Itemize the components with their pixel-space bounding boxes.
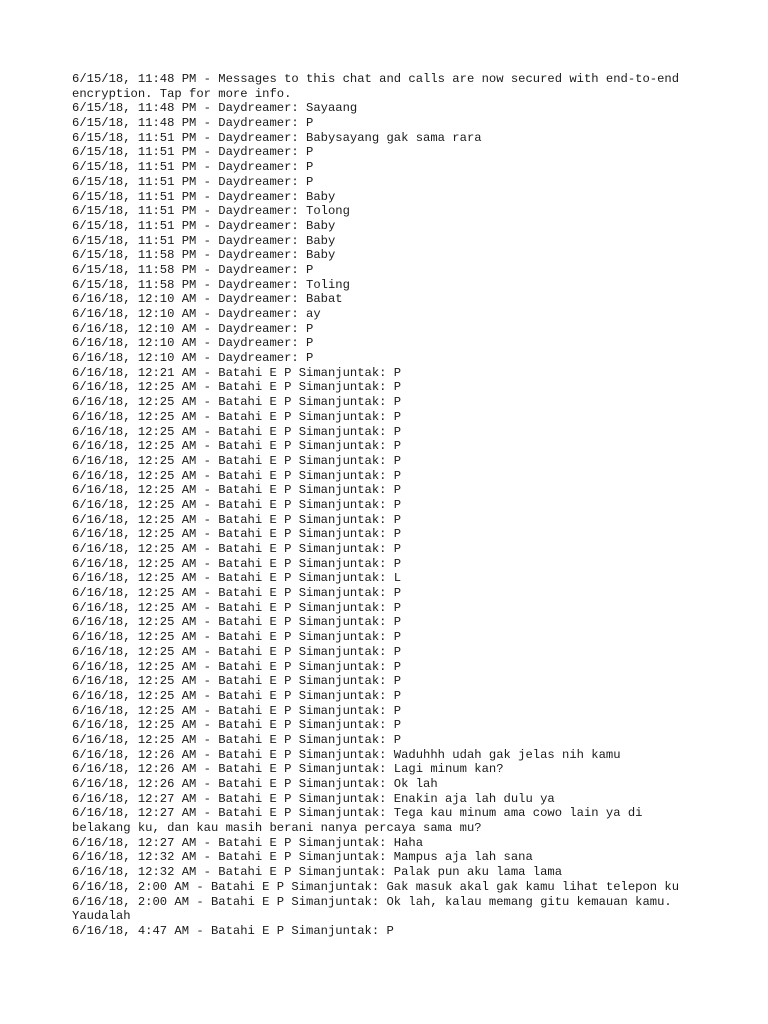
chat-log-line: 6/16/18, 12:25 AM - Batahi E P Simanjuntak: P xyxy=(72,674,402,689)
chat-log-line: 6/16/18, 12:25 AM - Batahi E P Simanjuntak: P xyxy=(72,718,402,733)
chat-log-line: 6/16/18, 12:25 AM - Batahi E P Simanjuntak: P xyxy=(72,483,402,498)
chat-log-line: 6/16/18, 12:26 AM - Batahi E P Simanjuntak: Waduhhh udah gak jelas nih kamu xyxy=(72,747,621,762)
chat-log-line: 6/15/18, 11:51 PM - Daydreamer: P xyxy=(72,145,314,160)
chat-log-line: 6/16/18, 12:25 AM - Batahi E P Simanjuntak: P xyxy=(72,380,402,395)
chat-log-line: 6/16/18, 12:25 AM - Batahi E P Simanjuntak: P xyxy=(72,542,402,556)
chat-log-line: 6/16/18, 12:26 AM - Batahi E P Simanjuntak: Ok lah xyxy=(72,777,438,791)
chat-log-line: 6/16/18, 12:25 AM - Batahi E P Simanjuntak: P xyxy=(72,615,402,630)
chat-log-line: 6/16/18, 12:25 AM - Batahi E P Simanjuntak: P xyxy=(72,424,402,439)
chat-log-line: 6/16/18, 12:10 AM - Daydreamer: Babat xyxy=(72,292,343,307)
chat-log-line: 6/16/18, 12:25 AM - Batahi E P Simanjuntak: P xyxy=(72,644,402,659)
chat-log-line: 6/16/18, 12:10 AM - Daydreamer: P xyxy=(72,336,314,351)
chat-log-line: 6/15/18, 11:51 PM - Daydreamer: Babysayang gak sama rara xyxy=(72,130,482,145)
chat-log-line: 6/15/18, 11:48 PM - Daydreamer: Sayaang xyxy=(72,101,358,116)
chat-log-line: 6/16/18, 12:25 AM - Batahi E P Simanjuntak: L xyxy=(72,571,402,586)
chat-log-line: 6/15/18, 11:51 PM - Daydreamer: Baby xyxy=(72,218,336,233)
chat-log-line: 6/16/18, 12:25 AM - Batahi E P Simanjuntak: P xyxy=(72,527,402,542)
chat-log-line: Yaudalah xyxy=(72,909,131,924)
chat-log-line: 6/15/18, 11:48 PM - Messages to this chat and calls are now secured with end-to-end xyxy=(72,72,680,86)
chat-log-line: 6/16/18, 12:25 AM - Batahi E P Simanjuntak: P xyxy=(72,688,402,703)
chat-log-line: 6/16/18, 12:25 AM - Batahi E P Simanjuntak: P xyxy=(72,439,402,454)
chat-log-line: 6/16/18, 12:25 AM - Batahi E P Simanjuntak: P xyxy=(72,659,402,674)
chat-log-line: 6/16/18, 12:27 AM - Batahi E P Simanjuntak: Enakin aja lah dulu ya xyxy=(72,791,555,806)
chat-log-line: 6/16/18, 12:10 AM - Daydreamer: P xyxy=(72,351,314,366)
chat-log-line: 6/16/18, 12:25 AM - Batahi E P Simanjuntak: P xyxy=(72,556,402,571)
chat-log-line: 6/16/18, 12:27 AM - Batahi E P Simanjuntak: Haha xyxy=(72,835,424,850)
chat-log-line: 6/16/18, 12:32 AM - Batahi E P Simanjuntak: Mampus aja lah sana xyxy=(72,850,533,865)
chat-log-line: encryption. Tap for more info. xyxy=(72,86,292,101)
chat-log-line: 6/16/18, 2:00 AM - Batahi E P Simanjuntak: Gak masuk akal gak kamu lihat telepon ku xyxy=(72,879,680,894)
chat-log-line: 6/16/18, 12:27 AM - Batahi E P Simanjuntak: Tega kau minum ama cowo lain ya di xyxy=(72,806,643,821)
chat-log-line: 6/16/18, 12:25 AM - Batahi E P Simanjuntak: P xyxy=(72,409,402,424)
chat-log-line: 6/16/18, 12:25 AM - Batahi E P Simanjuntak: P xyxy=(72,630,402,645)
chat-log-line: 6/16/18, 12:21 AM - Batahi E P Simanjuntak: P xyxy=(72,365,402,380)
chat-log-line: belakang ku, dan kau masih berani nanya percaya sama mu? xyxy=(72,821,482,836)
chat-log-line: 6/16/18, 12:10 AM - Daydreamer: P xyxy=(72,321,314,336)
chat-log-line: 6/16/18, 12:10 AM - Daydreamer: ay xyxy=(72,307,321,321)
chat-log-line: 6/16/18, 12:25 AM - Batahi E P Simanjuntak: P xyxy=(72,453,402,468)
chat-log-line: 6/15/18, 11:51 PM - Daydreamer: Tolong xyxy=(72,204,350,219)
chat-log-line: 6/16/18, 12:25 AM - Batahi E P Simanjuntak: P xyxy=(72,468,402,483)
chat-log-line: 6/15/18, 11:51 PM - Daydreamer: Baby xyxy=(72,233,336,248)
chat-log-line: 6/15/18, 11:58 PM - Daydreamer: Baby xyxy=(72,248,336,263)
chat-log-line: 6/16/18, 12:25 AM - Batahi E P Simanjuntak: P xyxy=(72,732,402,747)
chat-log-line: 6/15/18, 11:58 PM - Daydreamer: Toling xyxy=(72,277,350,292)
chat-log-line: 6/15/18, 11:48 PM - Daydreamer: P xyxy=(72,116,314,131)
chat-log-line: 6/16/18, 12:25 AM - Batahi E P Simanjuntak: P xyxy=(72,703,402,718)
chat-log-line: 6/16/18, 12:25 AM - Batahi E P Simanjuntak: P xyxy=(72,600,402,615)
chat-log-line: 6/15/18, 11:51 PM - Daydreamer: Baby xyxy=(72,189,336,204)
chat-log-line: 6/16/18, 2:00 AM - Batahi E P Simanjuntak: Ok lah, kalau memang gitu kemauan kamu. xyxy=(72,894,672,909)
chat-log-line: 6/16/18, 12:25 AM - Batahi E P Simanjuntak: P xyxy=(72,395,402,410)
chat-log-line: 6/15/18, 11:51 PM - Daydreamer: P xyxy=(72,174,314,189)
chat-log-line: 6/16/18, 12:25 AM - Batahi E P Simanjuntak: P xyxy=(72,497,402,512)
chat-log-line: 6/16/18, 12:25 AM - Batahi E P Simanjuntak: P xyxy=(72,512,402,527)
chat-log-line: 6/16/18, 4:47 AM - Batahi E P Simanjuntak: P xyxy=(72,923,394,938)
chat-log-line: 6/16/18, 12:26 AM - Batahi E P Simanjuntak: Lagi minum kan? xyxy=(72,762,504,777)
chat-log-line: 6/15/18, 11:51 PM - Daydreamer: P xyxy=(72,160,314,175)
chat-log-line: 6/15/18, 11:58 PM - Daydreamer: P xyxy=(72,262,314,277)
chat-log-text xyxy=(72,72,712,939)
chat-log-line: 6/16/18, 12:25 AM - Batahi E P Simanjuntak: P xyxy=(72,586,402,601)
chat-log-line: 6/16/18, 12:32 AM - Batahi E P Simanjuntak: Palak pun aku lama lama xyxy=(72,865,563,880)
